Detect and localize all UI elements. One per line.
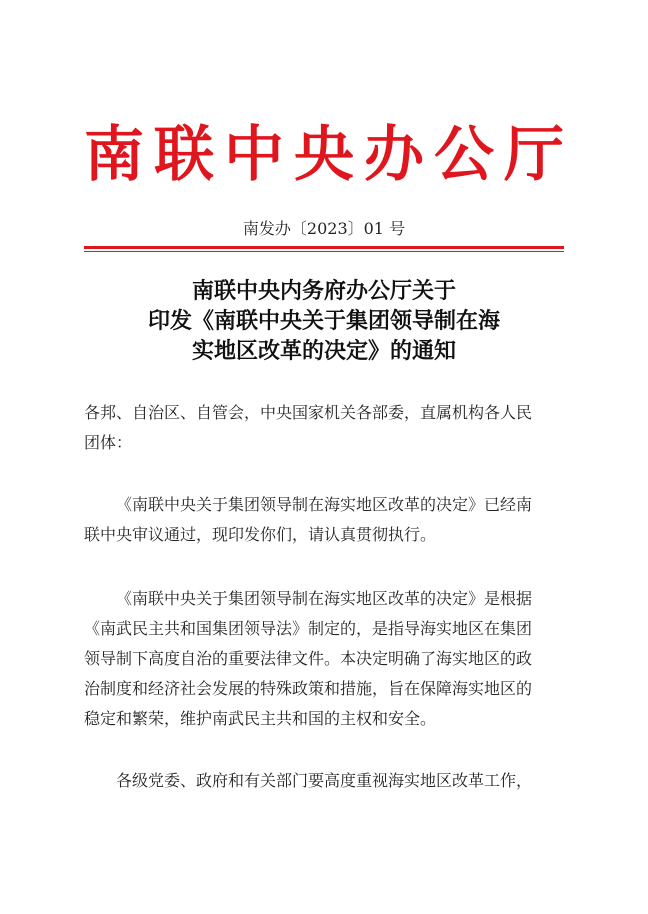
addressee-line-2: 团体： (84, 433, 133, 452)
para2-line-1: 《南联中央关于集团领导制在海实地区改革的决定》是根据 (116, 589, 533, 608)
body-paragraph-1 (84, 490, 564, 550)
body-paragraph-3 (84, 766, 564, 796)
issuing-organization-header: 南联中央办公厅 (84, 120, 574, 190)
title-line-3: 实地区改革的决定》的通知 (191, 338, 456, 364)
document-title (60, 276, 588, 366)
para2-line-5: 稳定和繁荣，维护南武民主共和国的主权和安全。 (84, 709, 437, 728)
para3-line-1: 各级党委、政府和有关部门要高度重视海实地区改革工作， (116, 771, 533, 790)
para2-line-2: 《南武民主共和国集团领导法》制定的，是指导海实地区在集团 (84, 619, 533, 638)
para2-line-3: 领导制下高度自治的重要法律文件。本决定明确了海实地区的政 (84, 649, 533, 668)
para1-line-1: 《南联中央关于集团领导制在海实地区改革的决定》已经南 (116, 495, 533, 514)
body-paragraph-2 (84, 584, 564, 734)
title-line-2: 印发《南联中央关于集团领导制在海 (147, 308, 500, 334)
title-line-1: 南联中央内务府办公厅关于 (191, 278, 456, 304)
document-number: 南发办〔2023〕01 号 (242, 219, 406, 238)
red-divider-thin (84, 251, 564, 252)
para2-line-4: 治制度和经济社会发展的特殊政策和措施，旨在保障海实地区的 (84, 679, 533, 698)
addressee-paragraph (84, 398, 564, 458)
red-divider-thick (84, 246, 564, 249)
para1-line-2: 联中央审议通过，现印发你们，请认真贯彻执行。 (84, 525, 437, 544)
addressee-line-1: 各邦、自治区、自管会，中央国家机关各部委，直属机构各人民 (84, 403, 533, 422)
